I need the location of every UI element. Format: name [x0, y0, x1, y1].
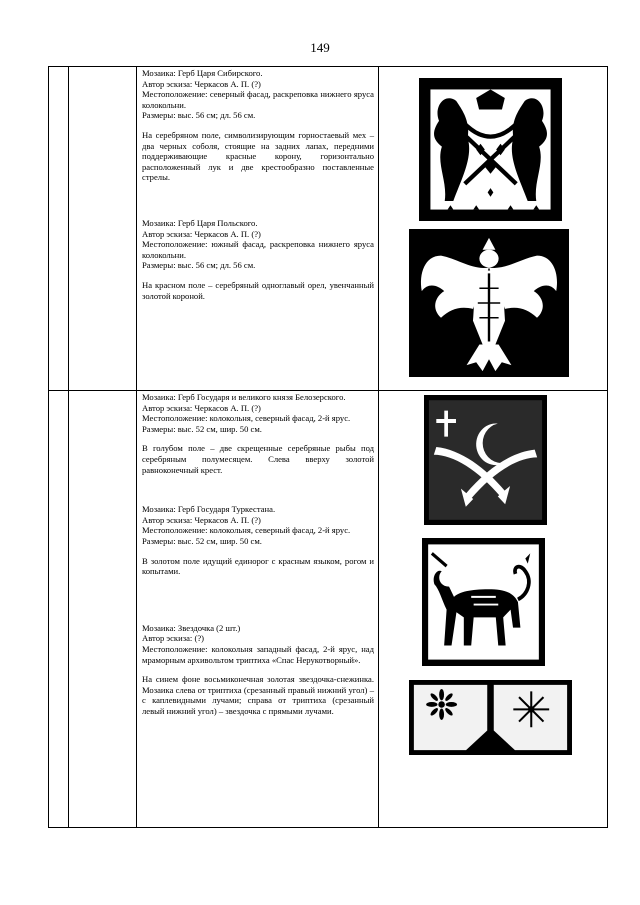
entry-author: Автор эскиза: Черкасов А. П. (?) — [142, 514, 261, 525]
entry-size: Размеры: выс. 56 см; дл. 56 см. — [142, 110, 256, 121]
entry-size: Размеры: выс. 56 см; дл. 56 см. — [142, 260, 256, 271]
number-cell — [49, 391, 69, 828]
object-cell — [69, 391, 137, 828]
entry-size: Размеры: выс. 52 см, шир. 50 см. — [142, 423, 262, 434]
entry-location: Местоположение: колокольня, северный фасад, 2-й ярус. — [142, 413, 351, 424]
entry-location: Местоположение: южный фасад, раскреповка нижнего яруса колокольни. — [142, 239, 374, 260]
entry-size: Размеры: выс. 52 см, шир. 50 см. — [142, 535, 262, 546]
white-eagle-coat-of-arms-icon — [409, 229, 569, 377]
entry-description: На серебряном поле, символизирующим горностаевый мех – два черных соболя, стоящие на задних лапах, передними поддерживающие красные корону, горизонтально расположенный лук и две крестообразно поставленные стрелы. — [142, 129, 374, 183]
entry-siberia — [142, 68, 374, 183]
entry-description: На красном поле – серебряный одноглавый орел, увенчанный золотой короной. — [142, 279, 374, 301]
description-cell — [137, 391, 379, 828]
entry-author: Автор эскиза: Черкасов А. П. (?) — [142, 78, 261, 89]
entry-belozersk — [142, 392, 374, 475]
page-number: 149 — [310, 40, 330, 55]
entry-author: Автор эскиза: Черкасов А. П. (?) — [142, 402, 261, 413]
object-cell — [69, 67, 137, 391]
entry-author: Автор эскиза: (?) — [142, 633, 204, 644]
image-cell — [379, 391, 608, 828]
entry-description: На синем фоне восьмиконечная золотая звездочка-снежинка. Мозаика слева от триптиха (срезанный правый нижний угол) – с каплевидными лучами; справа от триптиха (срезанный левый нижний угол) – звездочка с прямыми лучами. — [142, 674, 374, 716]
number-cell — [49, 67, 69, 391]
entry-title: Мозаика: Герб Царя Сибирского. — [142, 68, 263, 78]
sable-coat-of-arms-icon — [419, 78, 562, 221]
entry-star — [142, 623, 374, 717]
entry-location: Местоположение: северный фасад, раскреповка нижнего яруса колокольни. — [142, 89, 374, 110]
entry-description: В голубом поле – две скрещенные серебряные рыбы под серебряным полумесяцем. Слева вверху золотой равноконечный крест. — [142, 443, 374, 475]
entry-description: В золотом поле идущий единорог с красным языком, рогом и копытами. — [142, 555, 374, 577]
entry-title: Мозаика: Герб Царя Польского. — [142, 217, 258, 228]
star-snowflake-mosaics-icon — [409, 680, 572, 755]
entry-title: Мозаика: Герб Государя и великого князя Белозерского. — [142, 392, 346, 402]
entry-author: Автор эскиза: Черкасов А. П. (?) — [142, 228, 261, 239]
unicorn-coat-of-arms-icon — [422, 538, 545, 666]
entry-poland — [142, 218, 374, 301]
entry-location: Местоположение: колокольня, северный фасад, 2-й ярус. — [142, 525, 351, 536]
entry-title: Мозаика: Герб Государя Туркестана. — [142, 504, 276, 515]
entry-title: Мозаика: Звездочка (2 шт.) — [142, 622, 241, 633]
catalog-table — [48, 66, 608, 828]
table-row — [49, 391, 608, 828]
entry-location: Местоположение: колокольня западный фасад, 2-й ярус, над мраморным архивольтом триптиха «Спас Нерукотворный». — [142, 643, 374, 665]
table-row — [49, 67, 608, 391]
fish-and-crescent-coat-of-arms-icon — [424, 395, 547, 525]
image-cell — [379, 67, 608, 391]
description-cell — [137, 67, 379, 391]
entry-turkestan — [142, 504, 374, 577]
